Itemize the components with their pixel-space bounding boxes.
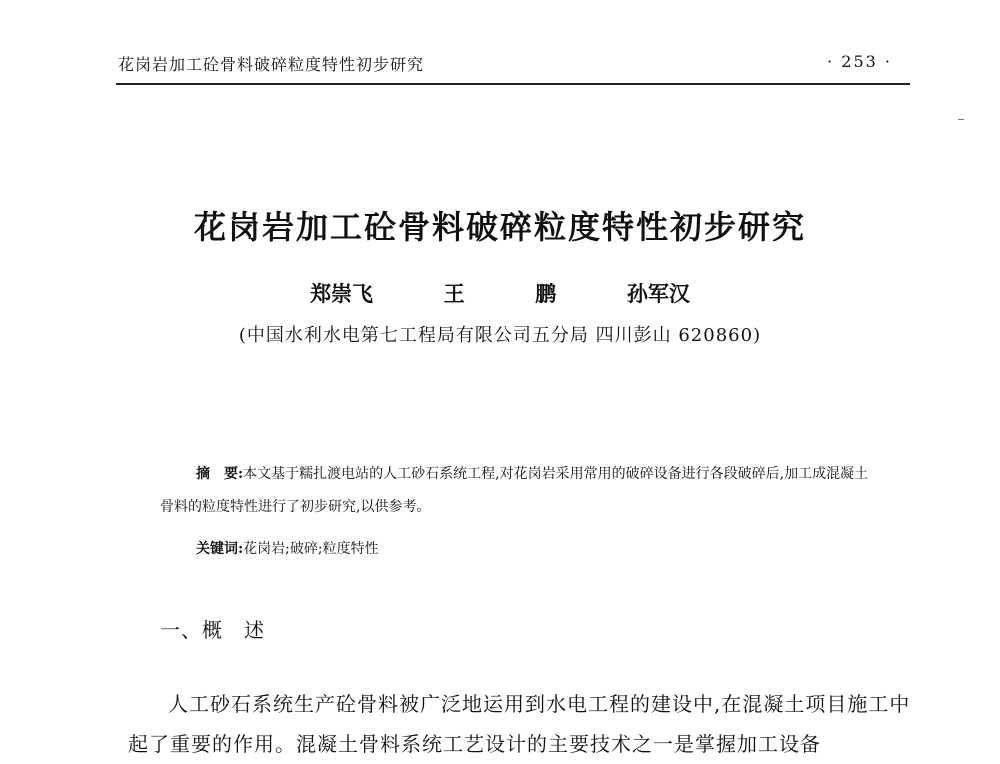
keywords-text: 花岗岩;破碎;粒度特性 xyxy=(243,541,379,557)
abstract-label: 摘 要: xyxy=(196,466,244,482)
paper-title: 花岗岩加工砼骨料破碎粒度特性初步研究 xyxy=(193,208,806,246)
abstract-text: 本文基于糯扎渡电站的人工砂石系统工程,对花岗岩采用常用的破碎设备进行各段破碎后,加工成混凝土骨料的粒度特性进行了初步研究,以供参考。 xyxy=(160,466,869,515)
author-affiliation: (中国水利水电第七工程局有限公司五分局 四川彭山 620860) xyxy=(238,325,762,346)
author-list: 郑崇飞 王 鹏 孙军汉 xyxy=(310,281,690,306)
body-paragraph: 人工砂石系统生产砼骨料被广泛地运用到水电工程的建设中,在混凝土项目施工中起了重要的作用。混凝土骨料系统工艺设计的主要技术之一是掌握加工设备 xyxy=(128,692,911,756)
scan-speck xyxy=(958,119,964,120)
page-number: · 253 · xyxy=(827,52,892,71)
header-rule xyxy=(116,83,910,85)
keywords xyxy=(196,538,379,558)
keywords-label: 关键词: xyxy=(196,541,244,557)
running-head-title: 花岗岩加工砼骨料破碎粒度特性初步研究 xyxy=(118,55,425,74)
section-heading: 一、概 述 xyxy=(160,618,265,642)
abstract xyxy=(160,458,880,524)
